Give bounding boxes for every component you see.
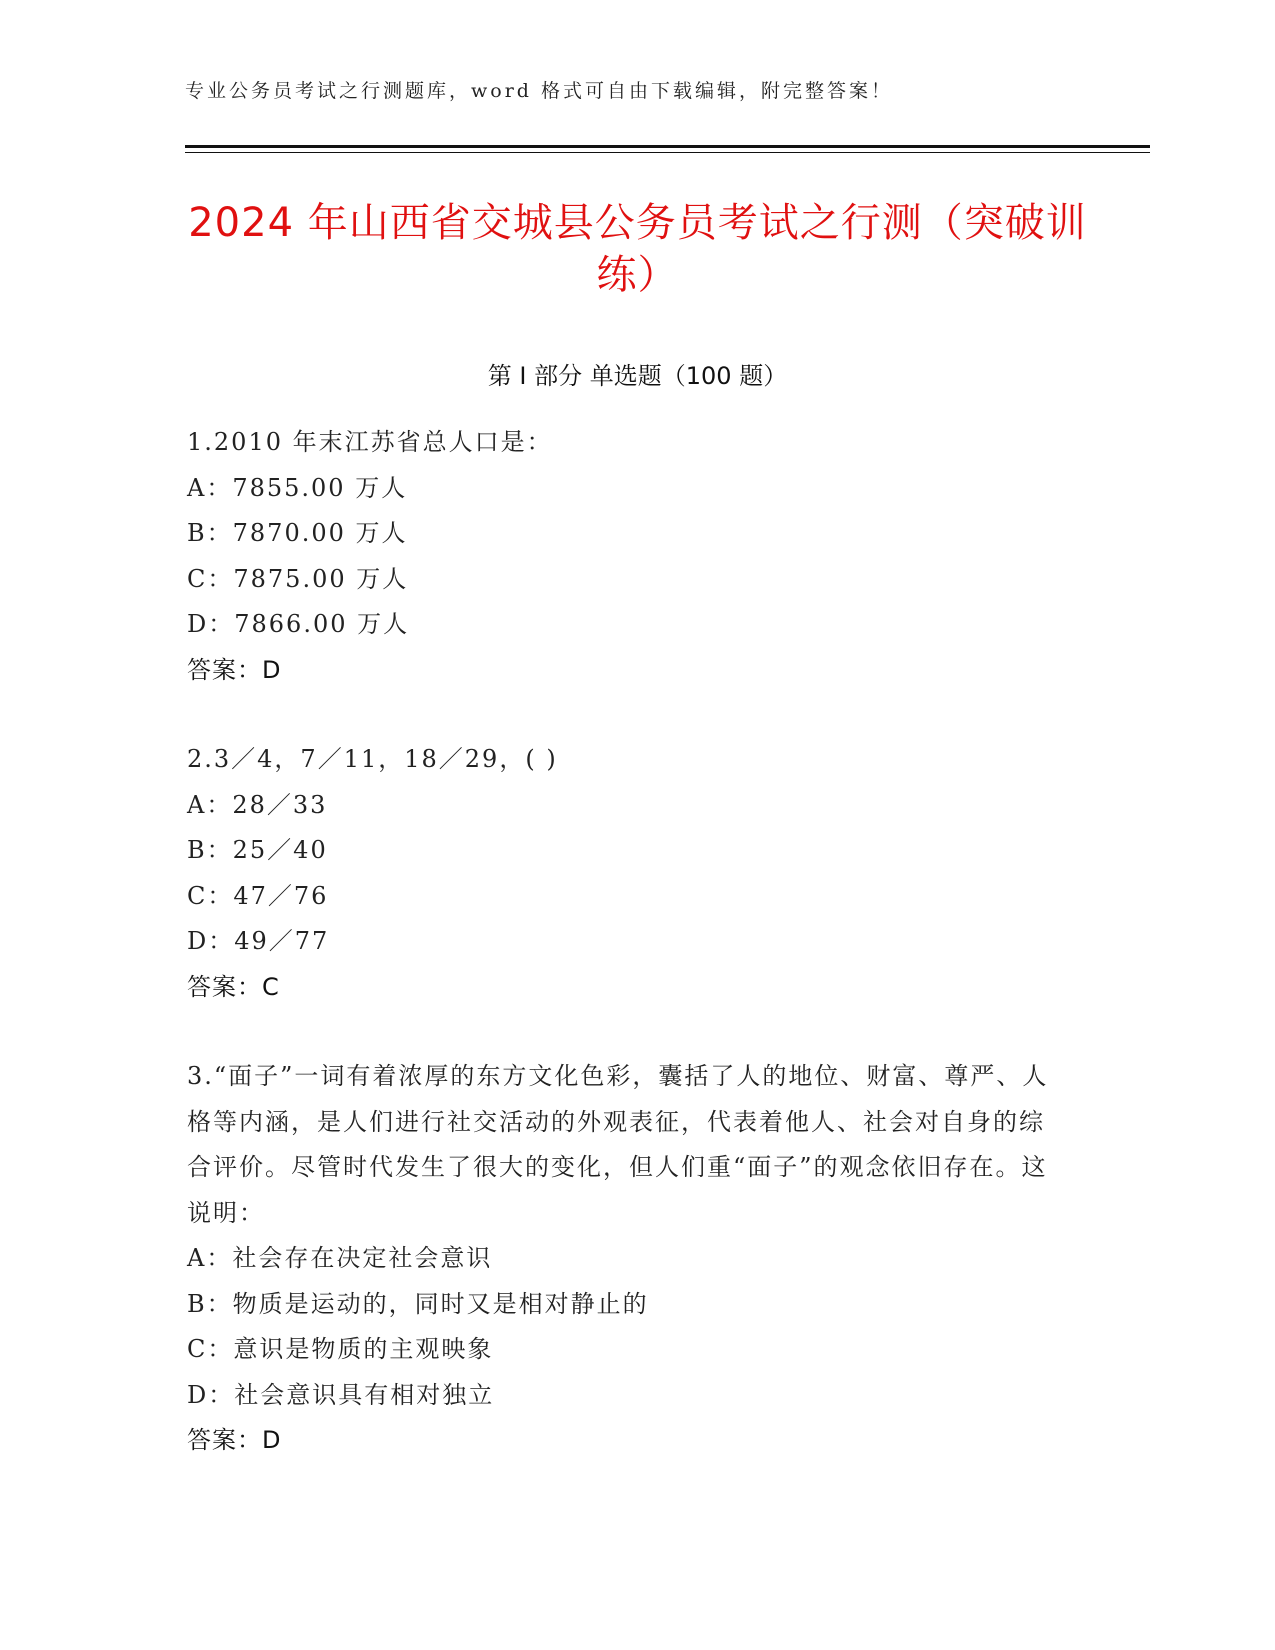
header-note: 专业公务员考试之行测题库，word 格式可自由下载编辑，附完整答案！ <box>185 80 893 102</box>
option-c: C：意识是物质的主观映象 <box>187 1335 494 1363</box>
option-a: A：28／33 <box>187 790 328 819</box>
question-3 <box>187 1054 1067 1464</box>
option-d: D：社会意识具有相对独立 <box>187 1380 495 1409</box>
question-1 <box>187 420 1067 693</box>
question-stem: 1.2010 年末江苏省总人口是： <box>187 428 553 456</box>
header-rule-thin <box>185 152 1150 153</box>
option-c: C：47／76 <box>187 881 329 910</box>
answer-line: 答案：D <box>187 655 282 684</box>
question-2 <box>187 737 1067 1010</box>
answer-line: 答案：D <box>187 1426 282 1454</box>
question-stem: 2.3／4，7／11，18／29，( ) <box>187 745 558 773</box>
answer-line: 答案：C <box>187 972 280 1001</box>
question-stem: 3.“面子”一词有着浓厚的东方文化色彩，囊括了人的地位、财富、尊严、人格等内涵，是人们进行社交活动的外观表征，代表着他人、社会对自身的综合评价。尽管时代发生了很大的变化，但人们重“面子”的观念依旧存在。这说明： <box>187 1062 1049 1227</box>
section-heading: 第 I 部分 单选题（100 题） <box>487 362 788 390</box>
option-b: B：7870.00 万人 <box>187 519 408 547</box>
option-d: D：7866.00 万人 <box>187 610 410 638</box>
option-a: A：7855.00 万人 <box>187 473 408 502</box>
option-a: A：社会存在决定社会意识 <box>187 1244 493 1272</box>
option-b: B：25／40 <box>187 836 328 864</box>
header-rule-thick <box>185 145 1150 148</box>
document-title: 2024 年山西省交城县公务员考试之行测（突破训练） <box>188 200 1087 298</box>
option-b: B：物质是运动的，同时又是相对静止的 <box>187 1289 649 1318</box>
option-c: C：7875.00 万人 <box>187 564 409 593</box>
option-d: D：49／77 <box>187 927 330 955</box>
